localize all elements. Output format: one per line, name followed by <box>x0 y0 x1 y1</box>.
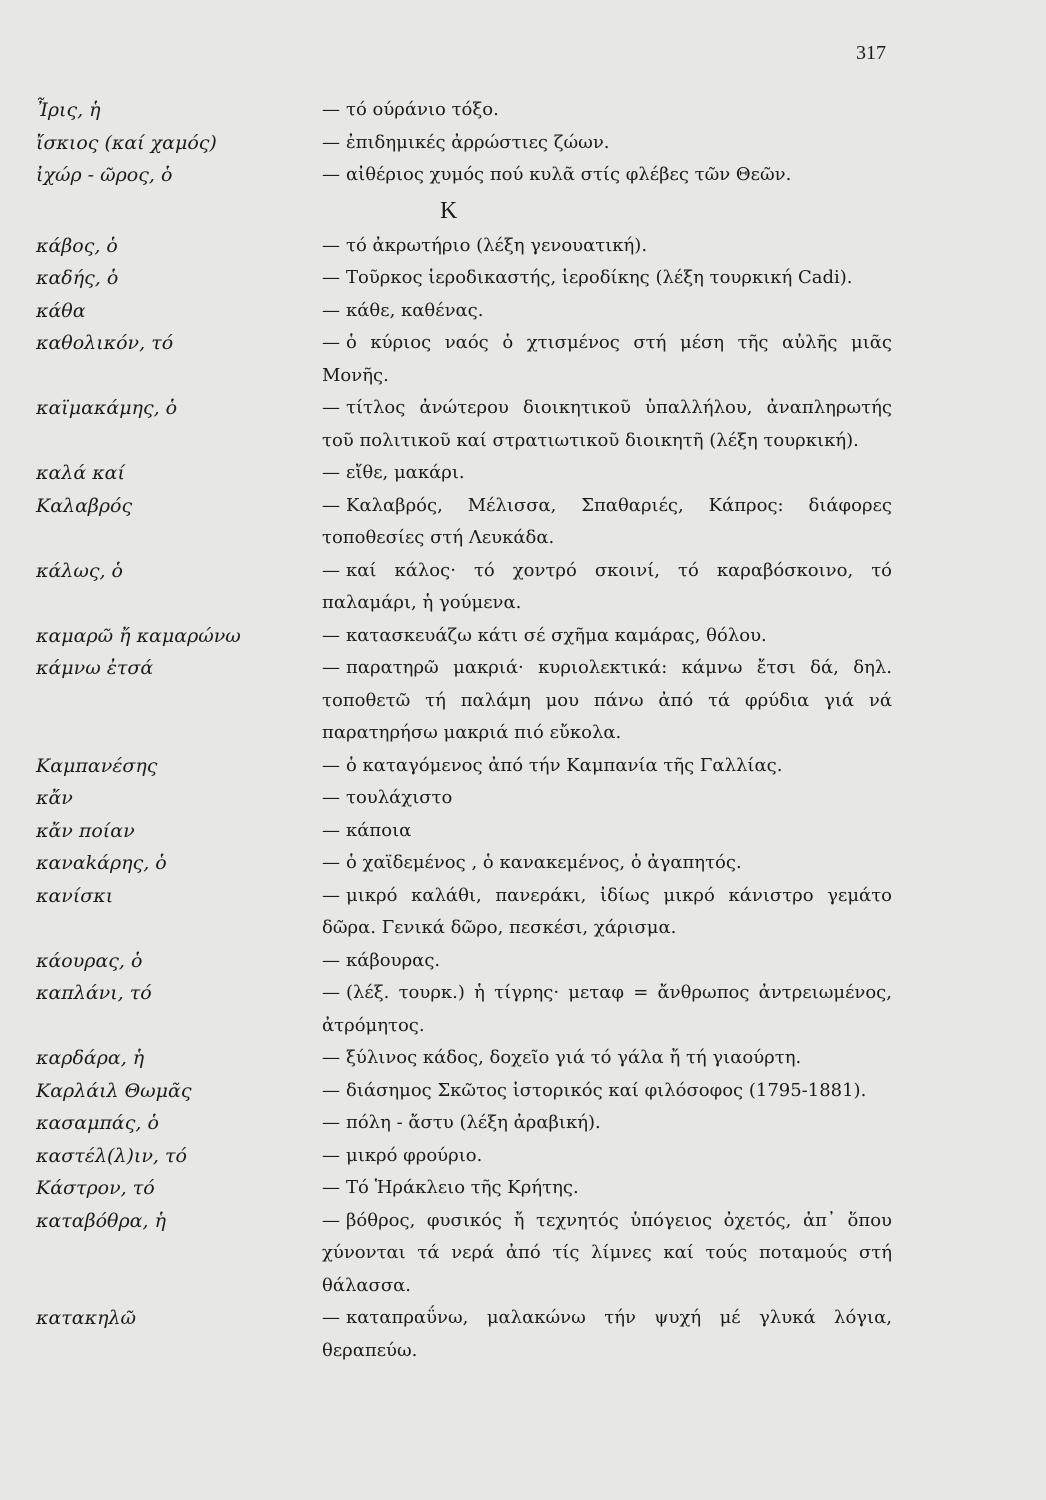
entry <box>0 620 1046 653</box>
entry <box>0 94 1046 127</box>
entry <box>0 945 1046 978</box>
headword: Ἶρις, ἡ <box>36 99 101 121</box>
headword: καταβόθρα, ἡ <box>36 1209 166 1232</box>
entry <box>0 127 1046 160</box>
headword: καλά καί <box>36 462 125 484</box>
entry <box>0 490 1046 555</box>
headword: Καρλάιλ Θωμᾶς <box>36 1079 192 1102</box>
headword: ἰχώρ - ῶρος, ὁ <box>36 164 173 186</box>
headword: κάουρας, ὁ <box>36 949 143 972</box>
definition: — εἴθε, μακάρι. <box>322 462 465 483</box>
definition: — κάθε, καθένας. <box>322 299 484 321</box>
definition: — Τό Ἡράκλειο τῆς Κρήτης. <box>322 1177 579 1198</box>
headword: καϊμακάμης, ὁ <box>36 397 178 419</box>
entry-list <box>0 230 1046 1368</box>
entry <box>0 652 1046 750</box>
entry <box>0 750 1046 783</box>
glossary-entries <box>0 94 1046 1367</box>
entry <box>0 880 1046 945</box>
entry <box>0 1075 1046 1108</box>
headword: ἴσκιος (καί χαμός) <box>36 131 217 154</box>
entry <box>0 295 1046 328</box>
headword: κἄν ποίαν <box>36 819 135 842</box>
page-number: 317 <box>856 42 886 64</box>
definition: — μικρό καλάθι, πανεράκι, ἰδίως μικρό κάνιστρο γεμάτο δῶρα. Γενικά δῶρο, πεσκέσι, χάρισμα. <box>322 884 892 938</box>
definition: — Τοῦρκος ἱεροδικαστής, ἱεροδίκης (λέξη τουρκική Cadi). <box>322 267 853 288</box>
headword: καμαρῶ ἤ καμαρώνω <box>36 624 241 647</box>
headword: κάβος, ὁ <box>36 234 118 257</box>
definition: — (λέξ. τουρκ.) ἡ τίγρης· μεταφ = ἄνθρωπος ἀντρειωμένος, ἀτρόμητος. <box>322 982 892 1036</box>
entry <box>0 327 1046 392</box>
entry <box>0 1107 1046 1140</box>
headword: καδής, ὁ <box>36 267 119 289</box>
entry <box>0 1302 1046 1367</box>
entry <box>0 815 1046 848</box>
definition: — μικρό φρούριο. <box>322 1144 483 1166</box>
headword: κάθα <box>36 299 86 322</box>
definition: — κάβουρας. <box>322 949 441 971</box>
entry <box>0 230 1046 263</box>
headword: καθολικόν, τό <box>36 332 174 354</box>
entry <box>0 457 1046 490</box>
definition: — βόθρος, φυσικός ἤ τεχνητός ὑπόγειος ὀχετός, ἀπ᾿ ὅπου χύνονται τά νερά ἀπό τίς λίμνες καί τούς ποταμούς στή θάλασσα. <box>322 1209 892 1296</box>
definition: — τό ούράνιο τόξο. <box>322 99 499 120</box>
definition: — ὁ καταγόμενος ἀπό τήν Καμπανία τῆς Γαλλίας. <box>322 754 783 776</box>
entry <box>0 782 1046 815</box>
entry <box>0 847 1046 880</box>
headword: καναkάρης, ὁ <box>36 852 167 874</box>
entry <box>0 392 1046 457</box>
headword: Καλαβρός <box>36 494 133 517</box>
entry <box>0 262 1046 295</box>
headword: κάλως, ὁ <box>36 559 123 582</box>
headword: καρδάρα, ἡ <box>36 1047 145 1069</box>
entry <box>0 555 1046 620</box>
definition: — ὁ χαϊδεμένος , ὁ κανακεμένος, ὁ ἀγαπητός. <box>322 852 742 873</box>
headword: κασαμπάς, ὁ <box>36 1112 159 1134</box>
definition: — Καλαβρός, Μέλισσα, Σπαθαριές, Κάπρος: διάφορες τοποθεσίες στή Λευκάδα. <box>322 494 892 548</box>
entry <box>0 977 1046 1042</box>
entry <box>0 1205 1046 1303</box>
definition: — κατασκευάζω κάτι σέ σχῆμα καμάρας, θόλου. <box>322 624 767 646</box>
definition: — παρατηρῶ μακριά· κυριολεκτικά: κάμνω ἔτσι δά, δηλ. τοποθετῶ τή παλάμη μου πάνω ἀπό τά φρύδια γιά νά παρατηρήσω μακριά πιό εὔκολα. <box>322 657 892 743</box>
definition: — αἰθέριος χυμός πού κυλᾶ στίς φλέβες τῶν Θεῶν. <box>322 164 792 185</box>
headword: κἄν <box>36 787 73 809</box>
entry <box>0 1042 1046 1075</box>
section-letter: K <box>440 197 458 224</box>
definition: — καί κάλος· τό χοντρό σκοινί, τό καραβόσκοινο, τό παλαμάρι, ἡ γούμενα. <box>322 559 892 613</box>
definition: — ἐπιδημικές ἀρρώστιες ζώων. <box>322 131 610 153</box>
entry <box>0 1140 1046 1173</box>
definition: — ξύλινος κάδος, δοχεῖο γιά τό γάλα ἤ τή γιαούρτη. <box>322 1047 802 1068</box>
headword: Καμπανέσης <box>36 754 158 777</box>
headword: καπλάνι, τό <box>36 982 152 1004</box>
definition: — κάποια <box>322 819 412 841</box>
headword: Κάστρον, τό <box>36 1177 155 1199</box>
definition: — διάσημος Σκῶτος ἱστορικός καί φιλόσοφος (1795-1881). <box>322 1079 867 1101</box>
definition: — ὁ κύριος ναός ὁ χτισμένος στή μέση τῆς αὐλῆς μιᾶς Μονῆς. <box>322 332 892 386</box>
definition: — τουλάχιστο <box>322 787 453 808</box>
headword: κανίσκι <box>36 884 114 907</box>
headword: καστέλ(λ)ιν, τό <box>36 1144 187 1167</box>
definition: — πόλη - ἄστυ (λέξη ἀραβική). <box>322 1112 601 1133</box>
entry <box>0 1172 1046 1205</box>
definition: — καταπραΰνω, μαλακώνω τήν ψυχή μέ γλυκά λόγια, θεραπεύω. <box>322 1307 892 1361</box>
definition: — τό ἀκρωτήριο (λέξη γενουατική). <box>322 234 648 256</box>
entry <box>0 159 1046 192</box>
headword: κάμνω ἐτσά <box>36 657 154 679</box>
headword: κατακηλῶ <box>36 1307 137 1329</box>
definition: — τίτλος ἀνώτερου διοικητικοῦ ὑπαλλήλου, ἀναπληρωτής τοῦ πολιτικοῦ καί στρατιωτικοῦ διοικητῆ (λέξη τουρκική). <box>322 397 892 451</box>
